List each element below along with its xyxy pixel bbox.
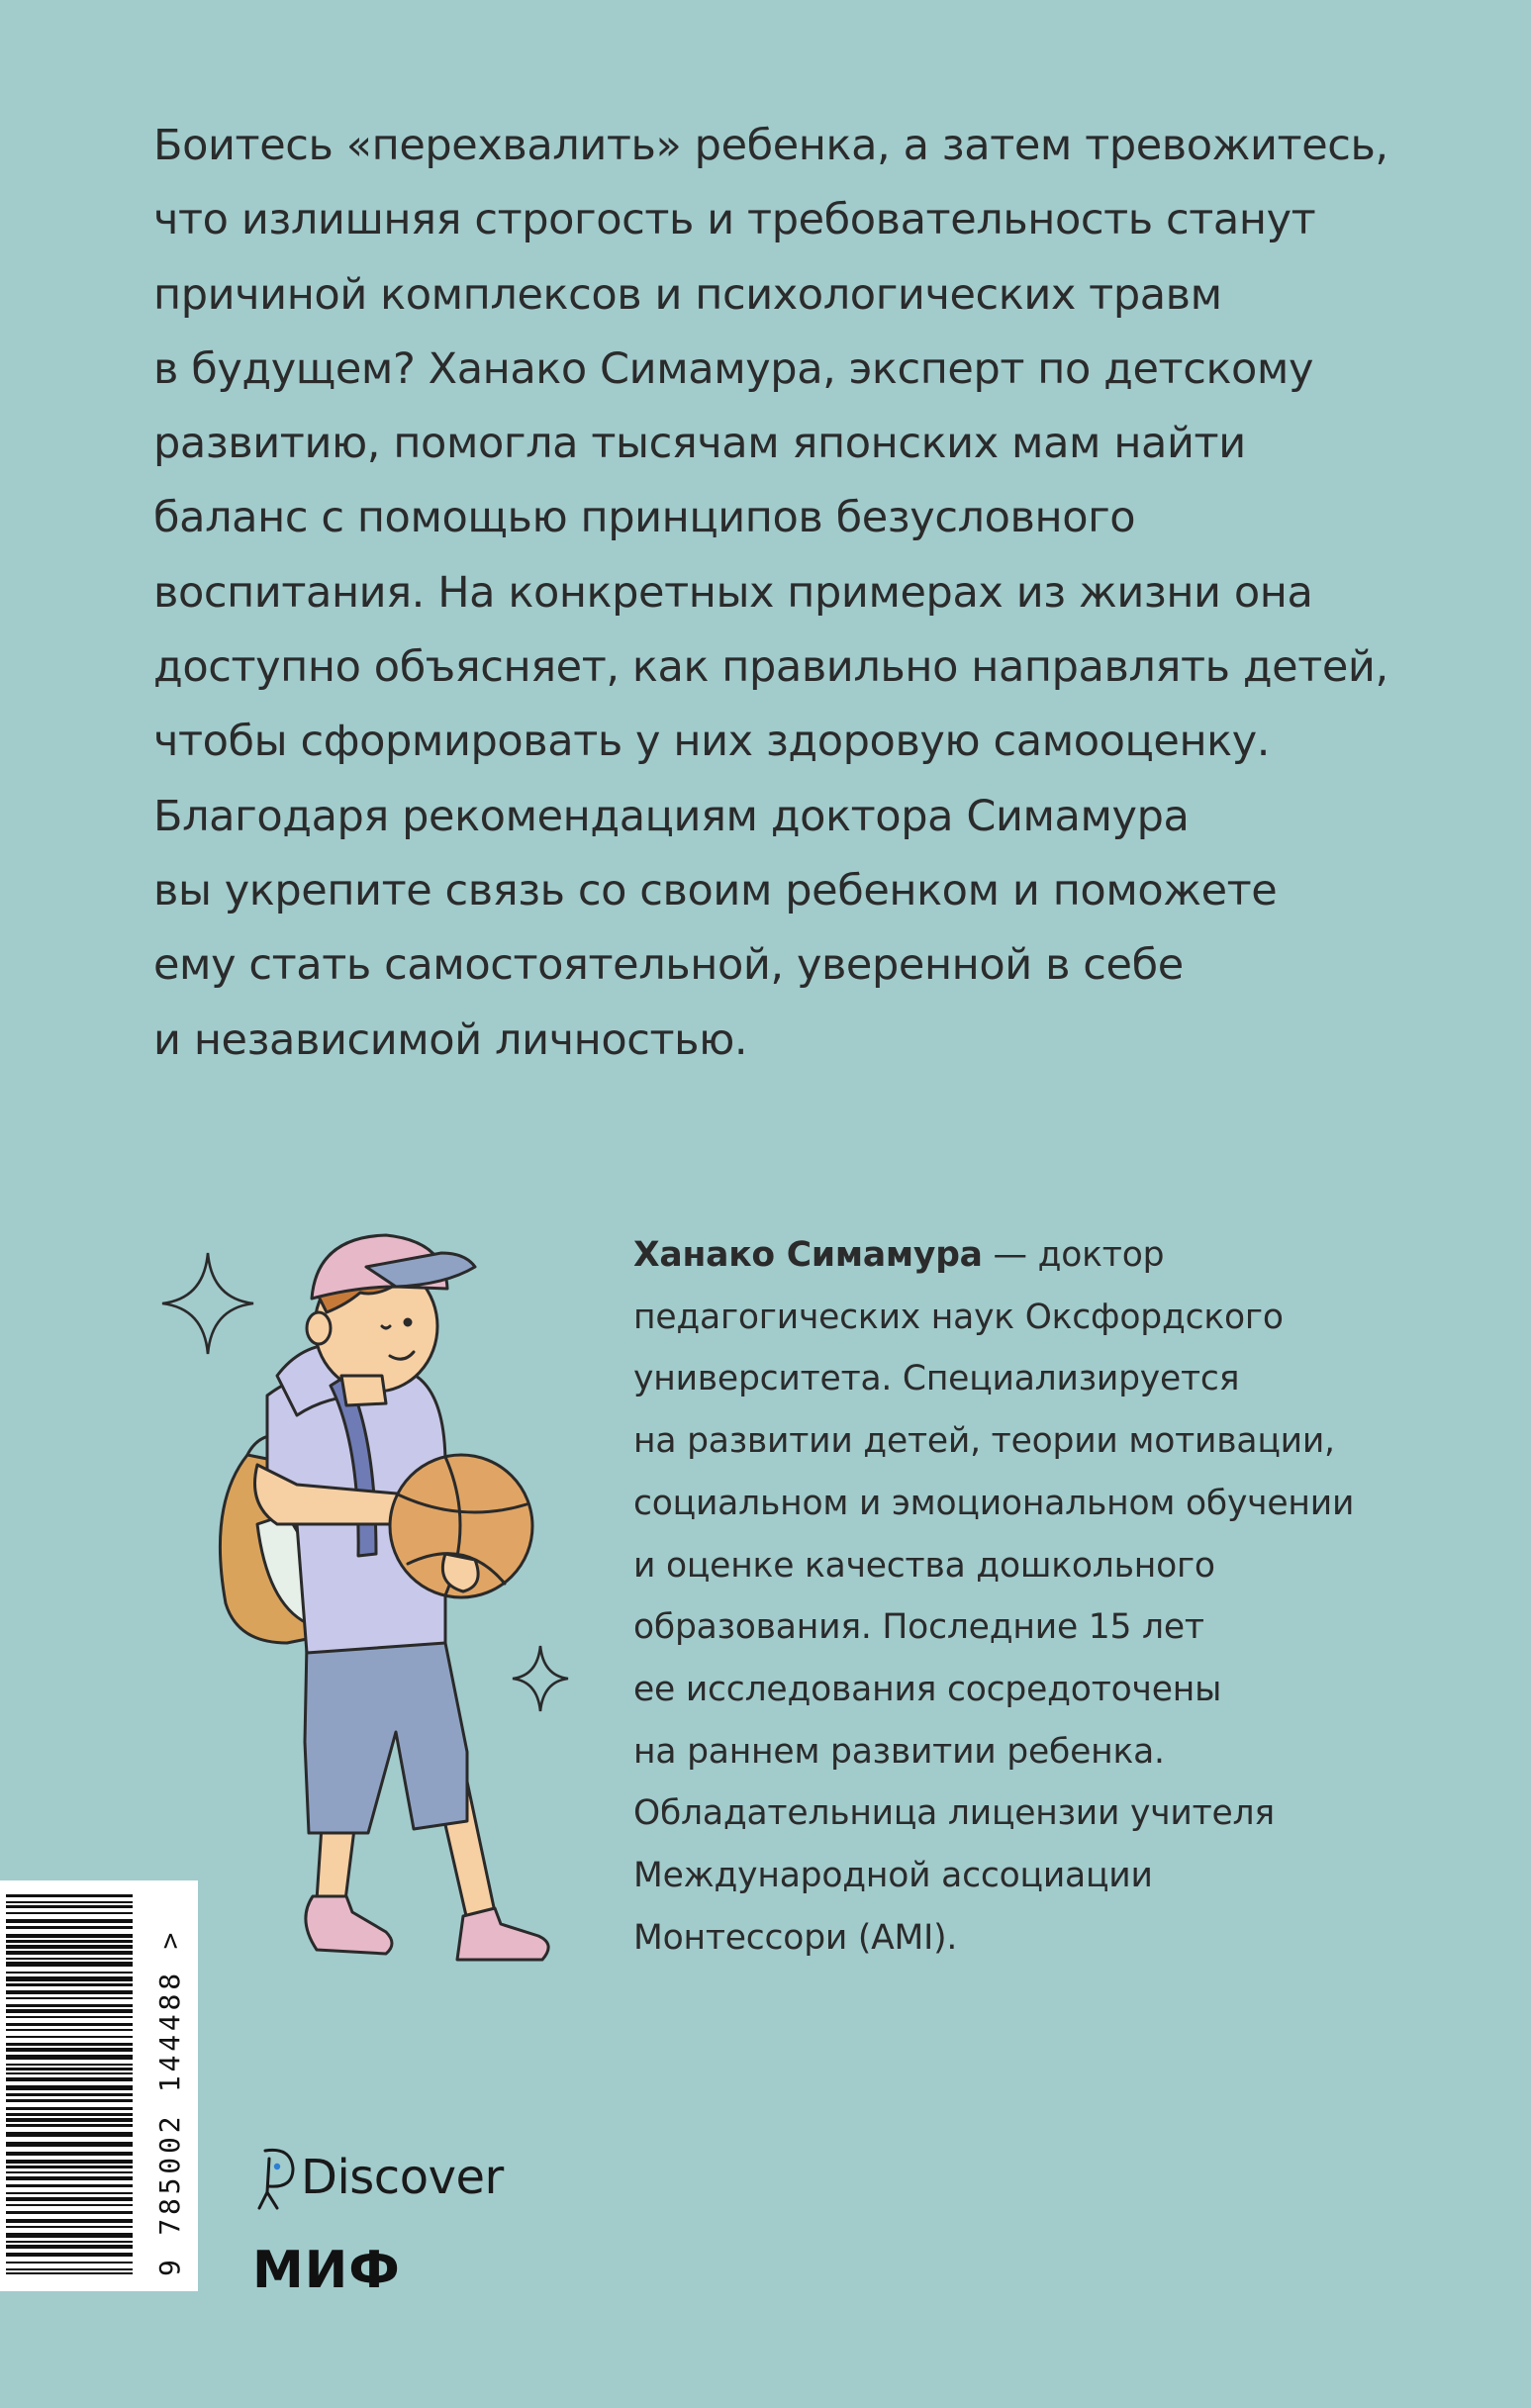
barcode-bar <box>6 2004 133 2007</box>
barcode-bar <box>6 2132 133 2137</box>
author-bio-line: Обладательница лицензии учителя <box>633 1793 1275 1834</box>
barcode-bar <box>6 2124 133 2127</box>
barcode-bar <box>6 2077 133 2081</box>
barcode-bar <box>6 2107 133 2110</box>
description-line: воспитания. На конкретных примерах из жизни она <box>153 567 1313 618</box>
author-bio-line: образования. Последние 15 лет <box>633 1607 1204 1648</box>
description-line: ему стать самостоятельной, уверенной в себе <box>153 940 1184 991</box>
author-bio-first-line <box>633 1224 1405 1287</box>
barcode-bar <box>6 1934 133 1938</box>
barcode-bar <box>6 2268 133 2270</box>
barcode-bar <box>6 2029 133 2031</box>
description-line: баланс с помощью принципов безусловного <box>153 493 1136 543</box>
barcode-bar <box>6 2233 133 2238</box>
barcode-bar <box>6 2009 133 2013</box>
author-bio <box>633 1224 1405 1969</box>
description-line: Боитесь «перехвалить» ребенка, а затем тревожитесь, <box>153 121 1388 170</box>
author-name: Ханако Симамура <box>633 1235 983 1275</box>
barcode-bar <box>6 2093 133 2096</box>
barcode-bar <box>6 1997 133 1999</box>
barcode-bar <box>6 2171 133 2173</box>
barcode-bar <box>6 1976 133 1981</box>
barcode-bar <box>6 2262 133 2264</box>
barcode-bar <box>6 2192 133 2194</box>
barcode-bar <box>6 1901 133 1903</box>
barcode-bar <box>6 1972 133 1974</box>
author-bio-line: педагогических наук Оксфордского <box>633 1297 1284 1337</box>
description-line: вы укрепите связь со своим ребенком и поможете <box>153 865 1278 915</box>
discover-face-icon <box>255 2143 301 2212</box>
barcode-bars <box>0 1880 139 2291</box>
barcode-bar <box>6 2064 133 2066</box>
barcode-bar <box>6 2166 133 2168</box>
author-bio-line: ее исследования сосредоточены <box>633 1669 1222 1709</box>
barcode-bar <box>6 1958 133 1960</box>
barcode-bar <box>6 2043 133 2046</box>
description-line: причиной комплексов и психологических травм <box>153 269 1222 320</box>
barcode-bar <box>6 2197 133 2201</box>
barcode-bar <box>6 1962 133 1967</box>
author-bio-line: на развитии детей, теории мотивации, <box>633 1421 1335 1462</box>
barcode-bar <box>6 2023 133 2026</box>
barcode-bar <box>6 2241 133 2243</box>
description-line: доступно объясняет, как правильно направлять детей, <box>153 642 1388 693</box>
boy-with-basketball-illustration <box>148 1227 584 1979</box>
publisher-logo: МИФ <box>252 2241 401 2300</box>
barcode-bar <box>6 1905 133 1908</box>
barcode-bar <box>6 1945 133 1949</box>
barcode-bar <box>6 1990 133 1994</box>
description-line: развитию, помогла тысячам японских мам найти <box>153 419 1246 469</box>
discover-logo <box>255 2143 504 2212</box>
barcode-bar <box>6 1940 133 1943</box>
author-bio-line: на раннем развитии ребенка. <box>633 1731 1165 1772</box>
author-bio-line: социальном и эмоциональном обучении <box>633 1483 1355 1523</box>
author-bio-line: — доктор <box>982 1235 1165 1275</box>
barcode-bar <box>6 2113 133 2116</box>
discover-logo-text: Discover <box>301 2150 504 2205</box>
barcode-bar <box>6 1919 133 1923</box>
description-line: в будущем? Ханако Симамура, эксперт по детскому <box>153 343 1314 394</box>
barcode-bar <box>6 2245 133 2249</box>
barcode-bar <box>6 2176 133 2180</box>
barcode-bar <box>6 2118 133 2122</box>
barcode-bar <box>6 1983 133 1986</box>
isbn-digits: 9 785002 144488 > <box>153 1928 186 2276</box>
barcode-bar <box>6 2272 133 2274</box>
barcode-bar <box>6 2068 133 2071</box>
barcode-bar <box>6 2085 133 2090</box>
barcode-bar <box>6 2099 133 2102</box>
book-description <box>153 109 1388 1078</box>
barcode-bar <box>6 2055 133 2060</box>
description-line: и независимой личностью. <box>153 1014 748 1065</box>
barcode-bar <box>6 2253 133 2257</box>
description-line: что излишняя строгость и требовательность станут <box>153 195 1316 245</box>
barcode-bar <box>6 1926 133 1929</box>
barcode-bar <box>6 2036 133 2038</box>
author-bio-line: университета. Специализируется <box>633 1359 1240 1399</box>
barcode-bar <box>6 2048 133 2052</box>
barcode-bar <box>6 2072 133 2074</box>
description-line: Благодаря рекомендациям доктора Симамура <box>153 791 1190 841</box>
barcode-bar <box>6 2211 133 2214</box>
barcode-bar <box>6 2219 133 2223</box>
barcode-bar <box>6 2160 133 2164</box>
barcode-bar <box>6 2184 133 2187</box>
barcode-bar <box>6 2016 133 2018</box>
description-line: чтобы сформировать у них здоровую самооценку. <box>153 717 1271 767</box>
author-bio-line: и оценке качества дошкольного <box>633 1545 1215 1586</box>
barcode-bar <box>6 2204 133 2206</box>
barcode-bar <box>6 1894 133 1897</box>
barcode-bar <box>6 1912 133 1914</box>
barcode-bar <box>6 2226 133 2228</box>
barcode-bar <box>6 2142 133 2147</box>
author-bio-line: Монтессори (AMI). <box>633 1917 958 1958</box>
author-bio-line: Международной ассоциации <box>633 1856 1153 1896</box>
barcode-bar <box>6 1951 133 1955</box>
barcode-bar <box>6 2152 133 2156</box>
